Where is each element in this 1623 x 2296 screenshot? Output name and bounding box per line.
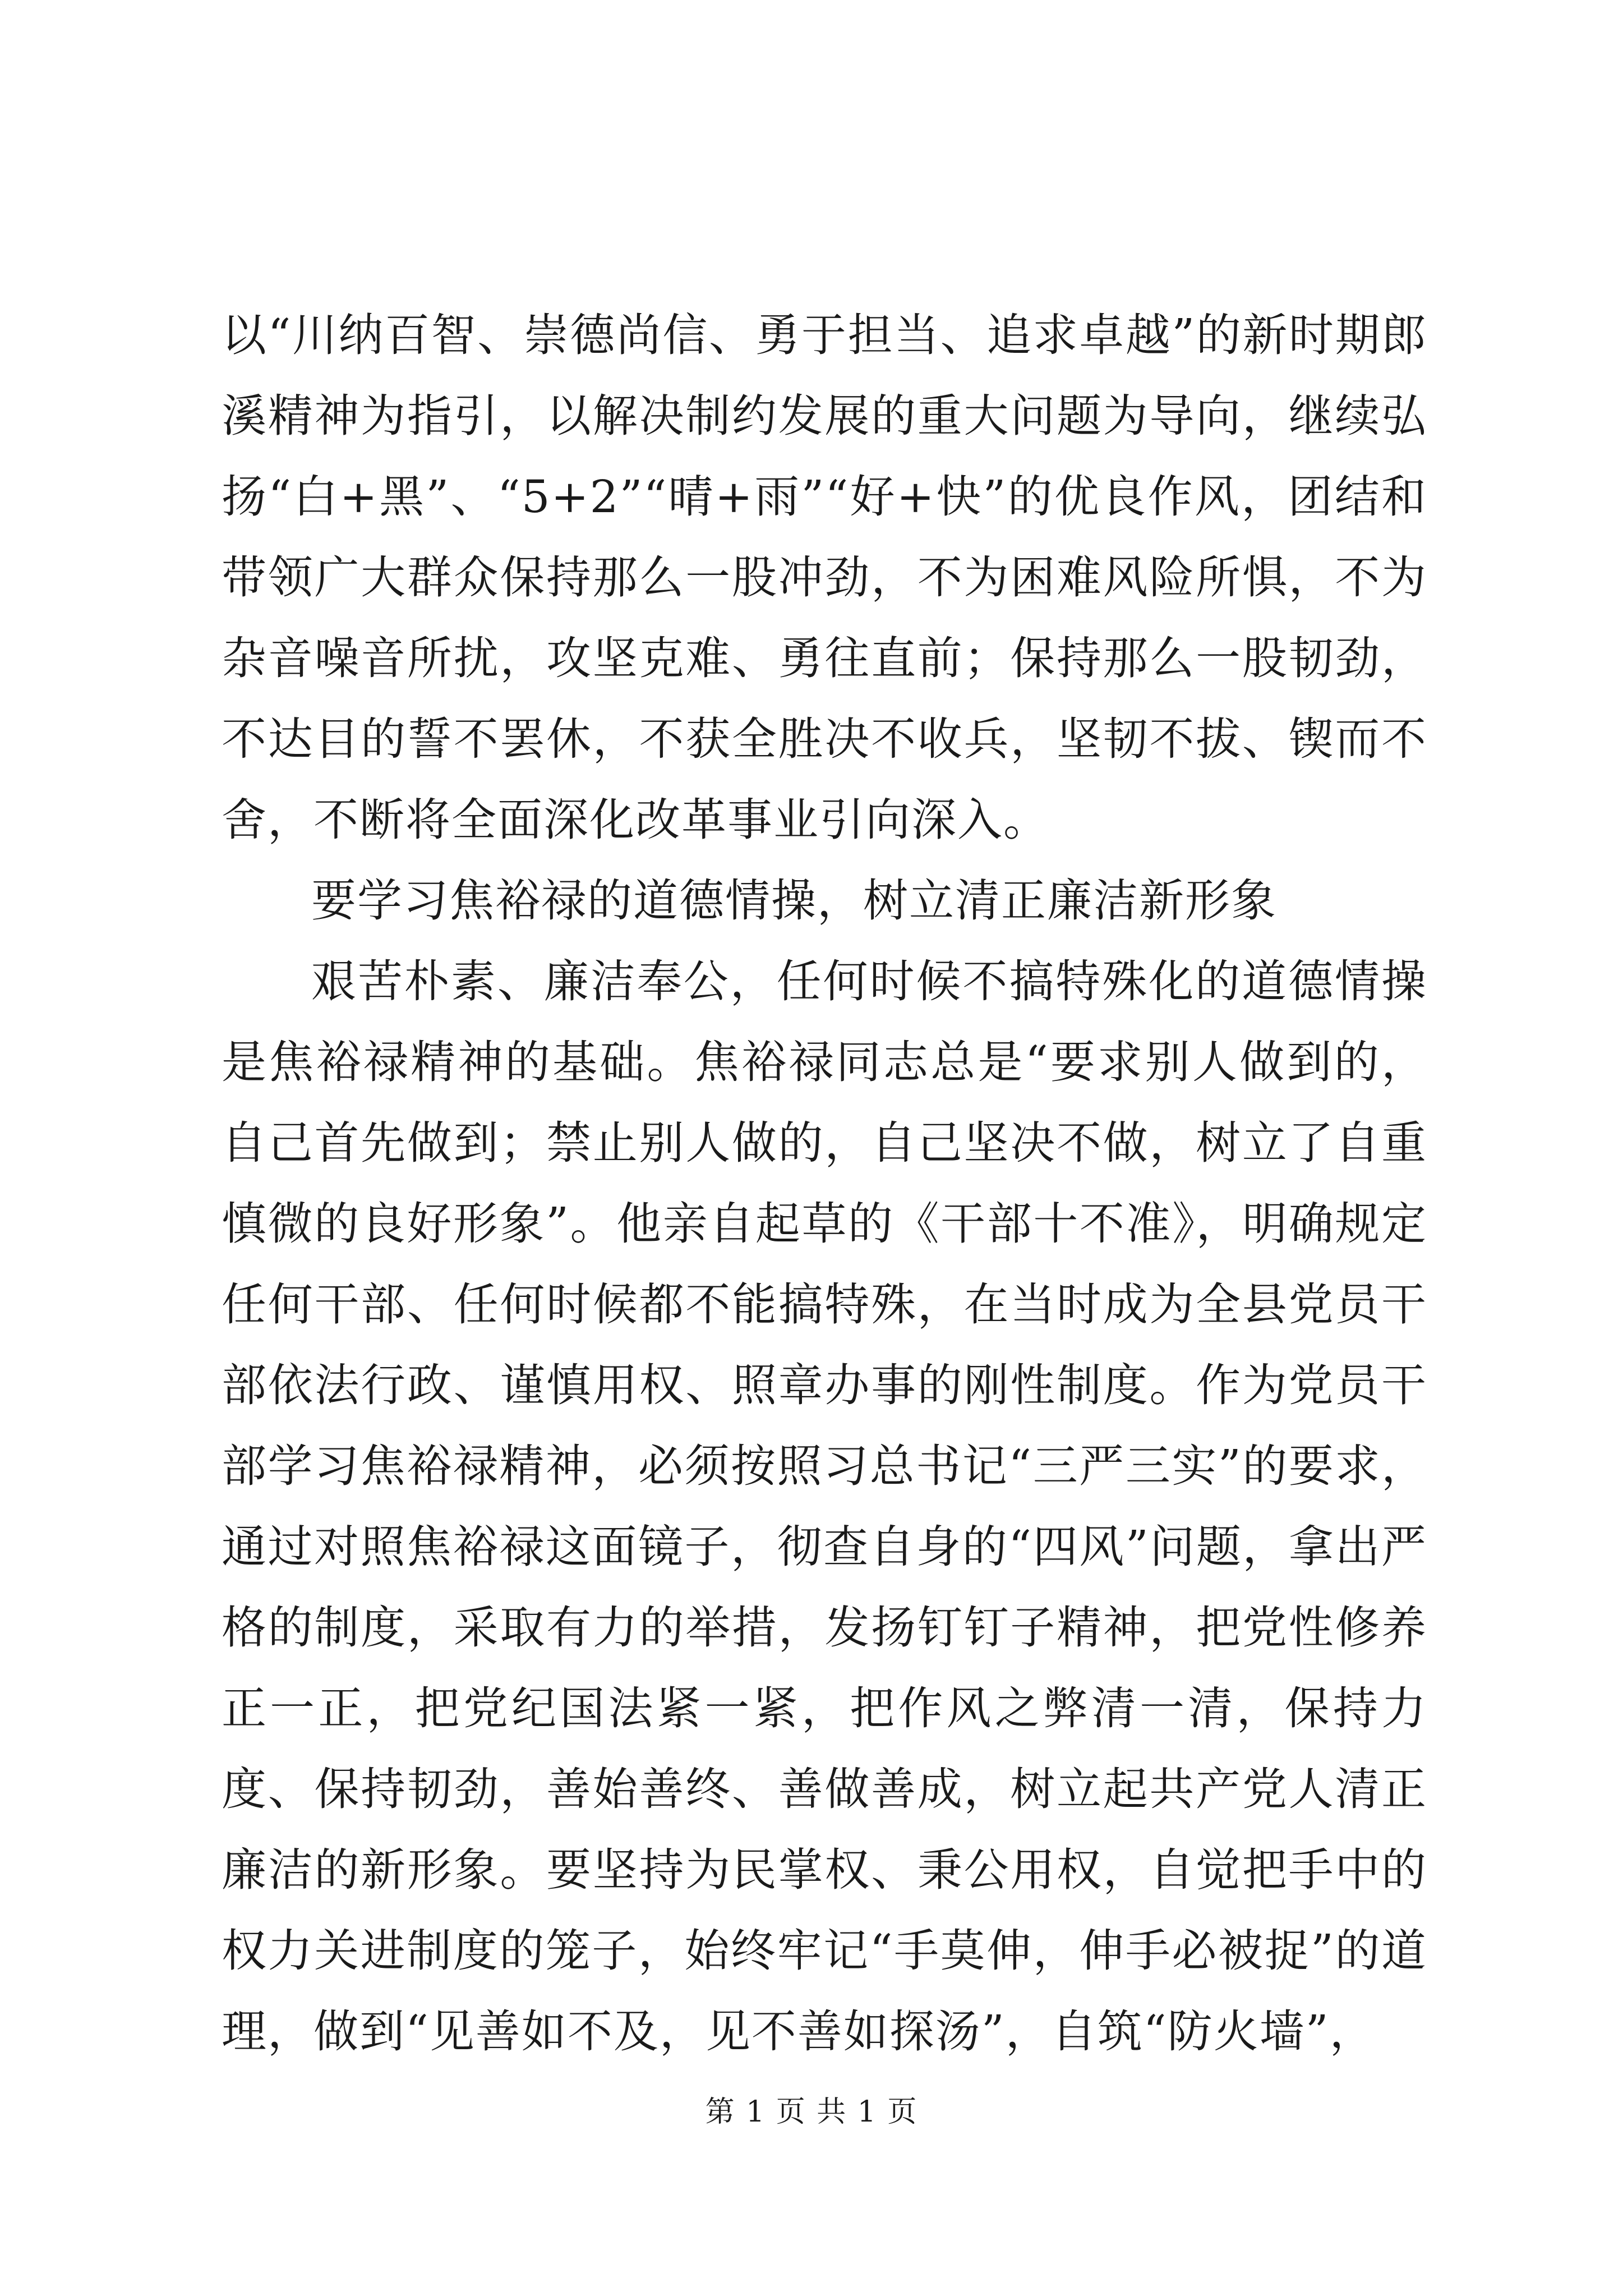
document-body <box>222 295 1427 2072</box>
paragraph-continuation: 以“川纳百智、崇德尚信、勇于担当、追求卓越”的新时期郎溪精神为指引，以解决制约发展的重大问题为导向，继续弘扬“白+黑”、“5+2”“晴+雨”“好+快”的优良作风，团结和带领广大群众保持那么一股冲劲，不为困难风险所惧，不为杂音噪音所扰，攻坚克难、勇往直前；保持那么一股韧劲，不达目的誓不罢休，不获全胜决不收兵，坚韧不拔、锲而不舍，不断将全面深化改革事业引向深入。 <box>222 309 1427 846</box>
page-number-label: 第 1 页 共 1 页 <box>705 2095 918 2129</box>
section-heading: 要学习焦裕禄的道德情操，树立清正廉洁新形象 <box>311 875 1277 927</box>
page-footer <box>0 2092 1623 2132</box>
paragraph-body: 艰苦朴素、廉洁奉公，任何时候不搞特殊化的道德情操是焦裕禄精神的基础。焦裕禄同志总是“要求别人做到的，自己首先做到；禁止别人做的，自己坚决不做，树立了自重慎微的良好形象”。他亲自起草的《干部十不准》，明确规定任何干部、任何时候都不能搞特殊，在当时成为全县党员干部依法行政、谨慎用权、照章办事的刚性制度。作为党员干部学习焦裕禄精神，必须按照习总书记“三严三实”的要求，通过对照焦裕禄这面镜子，彻查自身的“四风”问题，拿出严格的制度，采取有力的举措，发扬钉钉子精神，把党性修养正一正，把党纪国法紧一紧，把作风之弊清一清，保持力度、保持韧劲，善始善终、善做善成，树立起共产党人清正廉洁的新形象。要坚持为民掌权、秉公用权，自觉把手中的权力关进制度的笼子，始终牢记“手莫伸，伸手必被捉”的道理，做到“见善如不及，见不善如探汤”，自筑“防火墙”， <box>222 955 1427 2058</box>
